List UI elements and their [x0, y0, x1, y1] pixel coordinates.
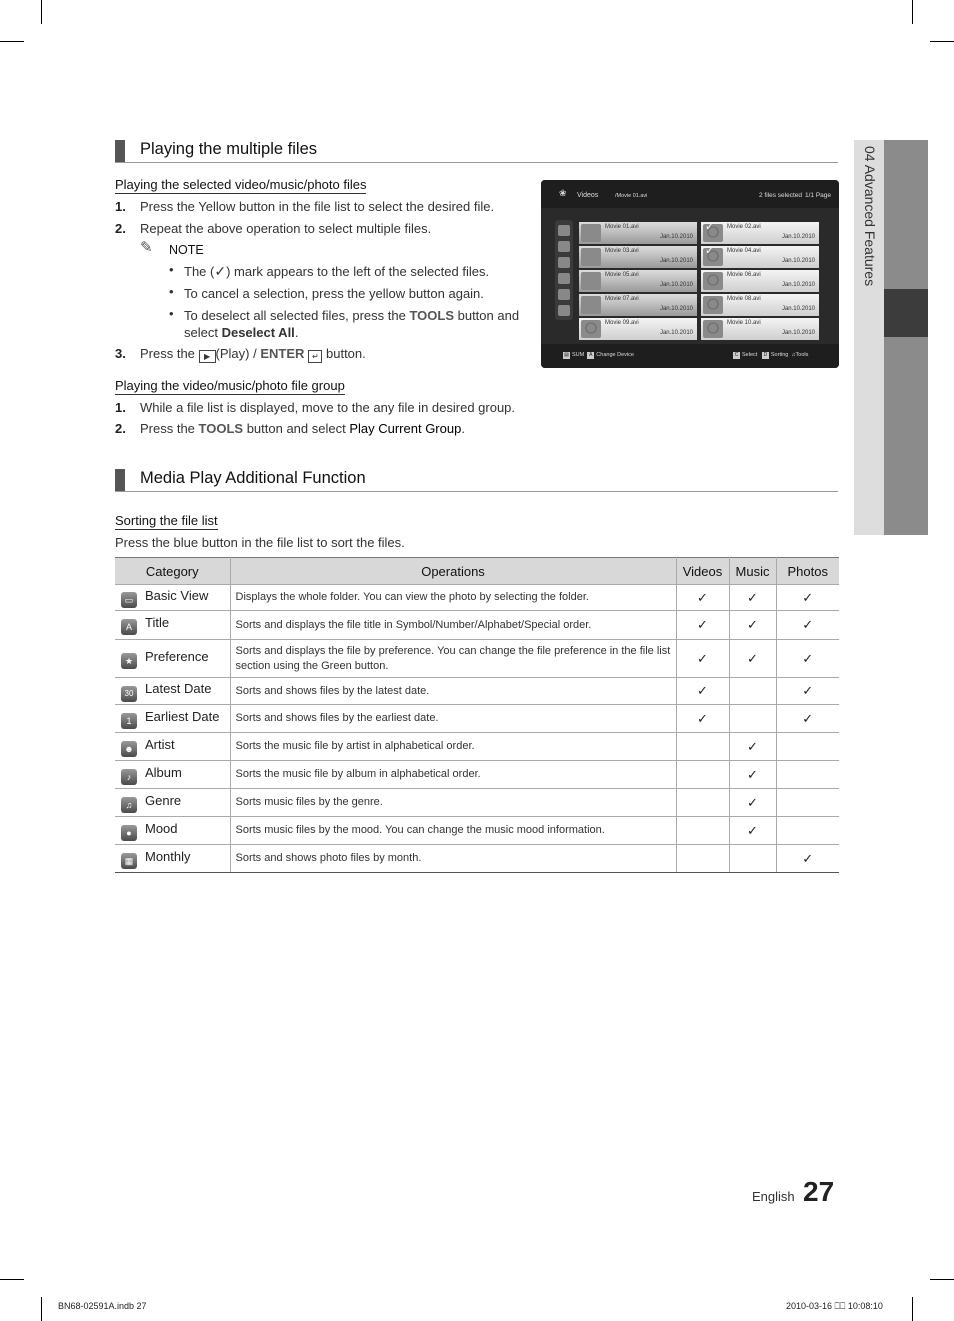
music-check: ✓: [729, 611, 776, 640]
tools-key: TOOLS: [409, 308, 454, 323]
crop-mark: [0, 41, 24, 42]
category-cell: 30 Latest Date: [115, 678, 230, 705]
step-text-part: button.: [322, 346, 366, 361]
videos-check: [676, 845, 729, 873]
photos-check: ✓: [776, 845, 839, 873]
videos-check: ✓: [676, 705, 729, 733]
photos-check: ✓: [776, 611, 839, 640]
photos-check: [776, 817, 839, 845]
category-cell: ▭ Basic View: [115, 585, 230, 611]
step-text: While a file list is displayed, move to the any file in desired group.: [140, 400, 516, 415]
section-heading: [115, 140, 838, 163]
key-d: D: [763, 352, 768, 358]
crop-mark: [912, 1297, 913, 1321]
operation-cell: Sorts and shows files by the earliest date.: [230, 705, 676, 733]
operation-cell: Sorts and displays the file by preference. You can change the file preference in the file list section using the Green button.: [230, 640, 676, 678]
videos-check: [676, 817, 729, 845]
table-row: [115, 611, 839, 640]
album-icon: ♪: [121, 769, 137, 785]
note-item: [184, 263, 489, 280]
subheading: Playing the selected video/music/photo files: [115, 177, 367, 192]
footer-right: C Select D Sorting ♫Tools: [734, 352, 809, 358]
music-check: ✓: [729, 817, 776, 845]
photos-check: ✓: [776, 678, 839, 705]
step-text-part: (Play) /: [215, 346, 261, 361]
music-check: ✓: [729, 789, 776, 817]
section-heading: [115, 469, 838, 492]
step-number: 2.: [115, 221, 126, 236]
file-item: Movie 09.avi Jan.10.2010: [579, 318, 697, 340]
category-cell: 1 Earliest Date: [115, 705, 230, 733]
videos-check: [676, 761, 729, 789]
operation-cell: Sorts the music file by album in alphabetical order.: [230, 761, 676, 789]
table-row: [115, 845, 839, 873]
screen-header: [541, 180, 839, 208]
table-row: [115, 789, 839, 817]
calendar-icon: 30: [121, 686, 137, 702]
file-item: Movie 03.avi Jan.10.2010: [579, 246, 697, 268]
title-icon: A: [121, 619, 137, 635]
photos-check: ✓: [776, 640, 839, 678]
tools-key: TOOLS: [198, 421, 244, 436]
photos-check: ✓: [776, 705, 839, 733]
screen-footer: [541, 344, 839, 368]
operation-cell: Sorts music files by the mood. You can change the music mood information.: [230, 817, 676, 845]
crop-mark: [912, 0, 913, 24]
checkmark-icon: ✓: [705, 221, 715, 233]
screen-path: /Movie 01.avi: [615, 193, 648, 199]
file-item: Movie 06.avi Jan.10.2010: [701, 270, 819, 292]
genre-icon: ♫: [121, 797, 137, 813]
folder-icon: ▭: [121, 592, 137, 608]
table-row: [115, 678, 839, 705]
bullet: •: [169, 284, 174, 299]
crop-mark: [930, 1279, 954, 1280]
star-icon: ★: [121, 653, 137, 669]
crop-mark: [930, 41, 954, 42]
file-item: Movie 05.avi Jan.10.2010: [579, 270, 697, 292]
videos-check: [676, 733, 729, 761]
file-item: Movie 07.avi Jan.10.2010: [579, 294, 697, 316]
note-text: button and: [454, 308, 520, 323]
table-row: [115, 761, 839, 789]
music-check: ✓: [729, 585, 776, 611]
step-number: 1.: [115, 199, 126, 214]
step-text: Press the Yellow button in the file list to select the desired file.: [140, 199, 495, 214]
note-item: To cancel a selection, press the yellow button again.: [184, 286, 484, 301]
enter-key: ENTER: [260, 346, 305, 361]
checkmark-icon: ✓: [214, 263, 227, 279]
monthly-icon: ▦: [121, 853, 137, 869]
screen-title: Videos: [577, 192, 599, 199]
chapter-tab-active: [884, 289, 928, 337]
subheading: Playing the video/music/photo file group: [115, 378, 345, 393]
header-videos: Videos: [676, 558, 729, 585]
crop-mark: [0, 1279, 24, 1280]
category-cell: A Title: [115, 611, 230, 640]
table-row: [115, 585, 839, 611]
file-item: Movie 01.avi Jan.10.2010: [579, 222, 697, 244]
table-row: [115, 705, 839, 733]
table-row: [115, 817, 839, 845]
operation-cell: Sorts and shows files by the latest date.: [230, 678, 676, 705]
music-check: [729, 845, 776, 873]
subheading: Sorting the file list: [115, 513, 218, 528]
sorting-table: [115, 557, 839, 873]
category-cell: ☻ Artist: [115, 733, 230, 761]
category-cell: ♫ Genre: [115, 789, 230, 817]
bullet: •: [169, 262, 174, 277]
music-check: [729, 678, 776, 705]
file-item: ✓ Movie 04.avi Jan.10.2010: [701, 246, 819, 268]
operation-cell: Sorts and shows photo files by month.: [230, 845, 676, 873]
sum-icon: ▤: [564, 352, 569, 358]
music-check: [729, 705, 776, 733]
music-check: ✓: [729, 640, 776, 678]
videos-check: ✓: [676, 640, 729, 678]
category-rail: [555, 220, 573, 320]
artist-icon: ☻: [121, 741, 137, 757]
chapter-tabs: [884, 140, 928, 535]
step-text: Repeat the above operation to select multiple files.: [140, 221, 432, 236]
page-language: English: [752, 1189, 795, 1204]
category-cell: ♪ Album: [115, 761, 230, 789]
music-check: ✓: [729, 733, 776, 761]
videos-check: ✓: [676, 611, 729, 640]
step-number: 1.: [115, 400, 126, 415]
key-a: A: [589, 352, 593, 358]
enter-icon: ↵: [308, 350, 322, 363]
intro-text: Press the blue button in the file list to sort the files.: [115, 535, 405, 550]
play-icon: ▶: [199, 350, 216, 363]
print-footer-right: 2010-03-16 ⎕⎕ 10:08:10: [786, 1301, 883, 1311]
footer-left: ▤ SUM A Change Device: [564, 352, 634, 358]
tv-screenshot: [541, 180, 839, 368]
operation-cell: Sorts music files by the genre.: [230, 789, 676, 817]
photos-check: ✓: [776, 585, 839, 611]
category-cell: ▦ Monthly: [115, 845, 230, 873]
header-operations: Operations: [230, 558, 676, 585]
selection-count: 2 files selected: [759, 192, 802, 199]
step-number: 3.: [115, 346, 126, 361]
step-number: 2.: [115, 421, 126, 436]
music-check: ✓: [729, 761, 776, 789]
videos-check: [676, 789, 729, 817]
note-text: ) mark appears to the left of the selected files.: [226, 264, 490, 279]
step-text-part: Press the: [140, 346, 199, 361]
category-cell: ● Mood: [115, 817, 230, 845]
header-category: Category: [115, 558, 230, 585]
note-text: The (: [184, 264, 215, 279]
step-text: Press the TOOLS button and select Play Current Group.: [140, 421, 465, 436]
file-item: Movie 10.avi Jan.10.2010: [701, 318, 819, 340]
section-title: Playing the multiple files: [140, 140, 318, 158]
note-text: select: [184, 325, 222, 340]
note-label: NOTE: [169, 243, 204, 257]
step-text: [140, 345, 366, 363]
key-c: C: [734, 352, 739, 358]
note-text: To deselect all selected files, press the: [184, 308, 410, 323]
page-indicator: 1/1 Page: [805, 192, 832, 199]
checkmark-icon: ✓: [705, 245, 715, 257]
heading-bar: [115, 469, 125, 491]
header-music: Music: [729, 558, 776, 585]
header-photos: Photos: [776, 558, 839, 585]
crop-mark: [41, 1297, 42, 1321]
photos-check: [776, 789, 839, 817]
category-cell: ★ Preference: [115, 640, 230, 678]
videos-check: ✓: [676, 585, 729, 611]
crop-mark: [41, 0, 42, 24]
tools-icon: ♫: [791, 352, 796, 358]
print-footer-left: BN68-02591A.indb 27: [58, 1301, 147, 1311]
table-row: [115, 640, 839, 678]
heading-bar: [115, 140, 125, 162]
file-item: ✓ Movie 02.avi Jan.10.2010: [701, 222, 819, 244]
mood-icon: ●: [121, 825, 137, 841]
operation-cell: Displays the whole folder. You can view the photo by selecting the folder.: [230, 585, 676, 611]
operation-cell: Sorts and displays the file title in Symbol/Number/Alphabet/Special order.: [230, 611, 676, 640]
table-header-row: [115, 558, 839, 585]
file-item: Movie 08.avi Jan.10.2010: [701, 294, 819, 316]
photos-check: [776, 761, 839, 789]
note-text: .: [294, 325, 299, 340]
play-current-group-label: Play Current Group: [349, 421, 462, 436]
videos-check: ✓: [676, 678, 729, 705]
calendar-icon: 1: [121, 713, 137, 729]
operation-cell: Sorts the music file by artist in alphabetical order.: [230, 733, 676, 761]
bullet: •: [169, 306, 174, 321]
page-number: 27: [803, 1176, 835, 1207]
photos-check: [776, 733, 839, 761]
note-item: [184, 307, 534, 341]
deselect-all-label: Deselect All: [221, 325, 295, 340]
videos-icon: ❀: [559, 188, 567, 198]
note-pencil-icon: ✎: [140, 239, 153, 256]
section-title: Media Play Additional Function: [140, 469, 366, 487]
chapter-label: 04 Advanced Features: [862, 146, 878, 287]
table-row: [115, 733, 839, 761]
